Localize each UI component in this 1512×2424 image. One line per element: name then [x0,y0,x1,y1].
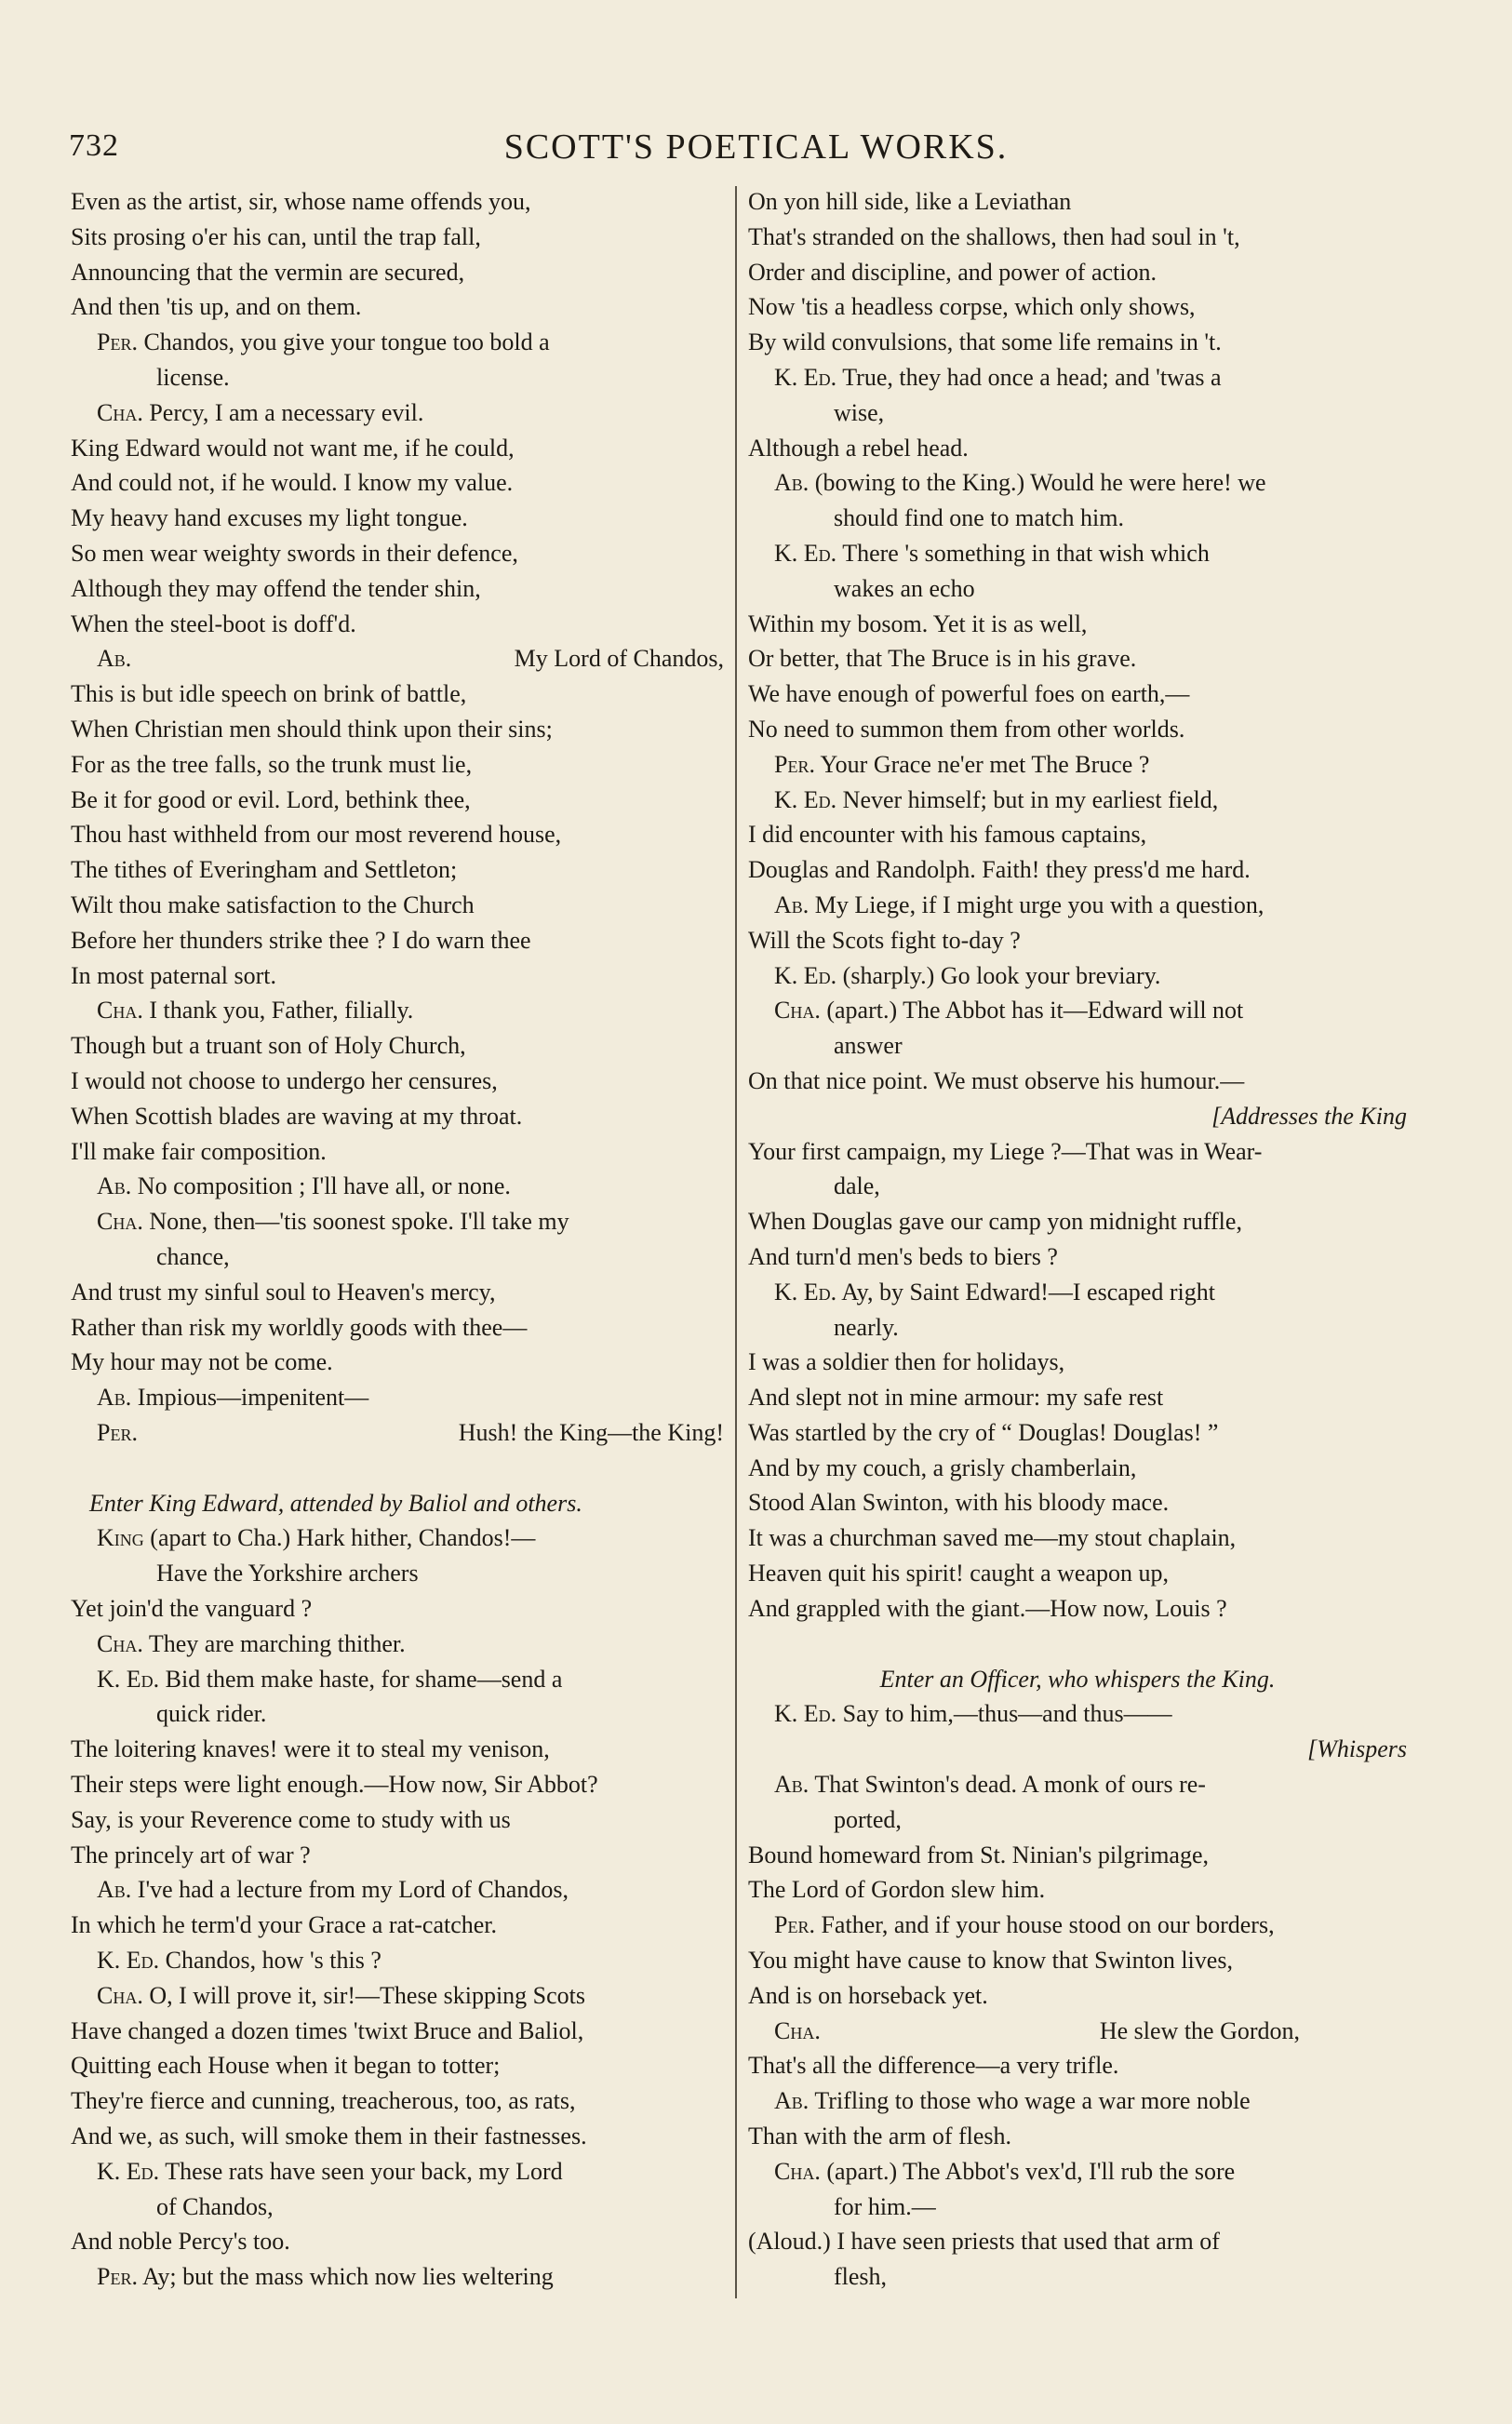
verse-line [748,2224,1407,2259]
verse-line [71,1802,724,1838]
line-text: Quitting each House when it began to totter; [71,2052,501,2080]
line-text: The loitering knaves! were it to steal my venison, [71,1735,550,1763]
verse-line [71,1169,724,1204]
line-text: of Chandos, [156,2192,274,2220]
verse-line [71,993,724,1028]
verse-line [748,1028,1407,1064]
line-text: (apart to Cha.) Hark hither, Chandos!— [143,1524,536,1552]
verse-line [748,712,1407,747]
verse-line [748,360,1407,395]
line-text: And grappled with the giant.—How now, Louis ? [748,1594,1227,1622]
verse-line [748,747,1407,783]
speaker-name: Per. [97,2263,138,2291]
line-text: answer [834,1032,903,1060]
line-text: O, I will prove it, sir!—These skipping Scots [142,1981,586,2009]
stanza-gap [748,1627,1407,1662]
speaker-name: Ab. [97,645,132,673]
line-text: Order and discipline, and power of action. [748,258,1157,286]
verse-line [748,2154,1407,2190]
verse-line [748,1380,1407,1415]
verse-line [748,2014,1407,2049]
line-text: Stood Alan Swinton, with his bloody mace. [748,1489,1170,1517]
speaker-name: K. Ed. [774,1700,837,1728]
line-text: Father, and if your house stood on our borders, [814,1911,1275,1939]
line-text: The tithes of Everingham and Settleton; [71,856,458,884]
speaker-name: Cha. [97,997,143,1025]
line-text: For as the tree falls, so the trunk must lie, [71,750,473,778]
verse-line [71,1028,724,1064]
line-text: And we, as such, will smoke them in their fastnesses. [71,2123,587,2150]
verse-line [71,923,724,958]
speaker-name: K. Ed. [774,785,837,813]
line-text: for him.— [834,2192,936,2220]
line-text: It was a churchman saved me—my stout chaplain, [748,1524,1237,1552]
verse-line [71,607,724,642]
speaker-name: Ab. [774,891,810,918]
stage-direction: Enter King Edward, attended by Baliol and others. [89,1489,582,1517]
verse-line [748,923,1407,958]
line-text: Be it for good or evil. Lord, bethink thee, [71,785,471,813]
verse-line [71,1310,724,1346]
running-title: SCOTT'S POETICAL WORKS. [503,127,1009,167]
verse-line [748,1696,1407,1732]
verse-line [748,1767,1407,1802]
line-text: Thou hast withheld from our most reverend house, [71,821,562,849]
line-text: Impious—impenitent— [131,1384,369,1412]
verse-line [71,1696,724,1732]
verse-line [748,1204,1407,1239]
speaker-name: K. Ed. [97,1947,160,1975]
line-text: dale, [834,1172,880,1200]
line-text: (Aloud.) I have seen priests that used that arm of [748,2228,1220,2256]
verse-line [748,2190,1407,2225]
line-text: I'll make fair composition. [71,1137,327,1165]
line-text: Say, is your Reverence come to study with us [71,1805,511,1833]
verse-line [748,676,1407,712]
line-text: That's all the difference—a very trifle. [748,2052,1119,2080]
line-text: Bid them make haste, for shame—send a [159,1665,563,1693]
line-text: Now 'tis a headless corpse, which only shows, [748,293,1196,321]
verse-line [748,1520,1407,1556]
speaker-name: Cha. [97,398,143,426]
speaker-name: K. Ed. [97,1665,160,1693]
verse-line [748,536,1407,571]
line-text: By wild convulsions, that some life remains in 't. [748,328,1222,356]
verse-line [71,2048,724,2083]
line-text: They're fierce and cunning, treacherous, too, as rats, [71,2087,576,2115]
verse-line [748,325,1407,360]
line-text: And then 'tis up, and on them. [71,293,362,321]
line-text: Or better, that The Bruce is in his grave. [748,645,1137,673]
line-text: Have changed a dozen times 'twixt Bruce and Baliol, [71,2016,584,2044]
verse-line [71,1732,724,1767]
verse-line [748,1908,1407,1943]
line-text: Chandos, you give your tongue too bold a [137,328,550,356]
verse-line [71,2119,724,2154]
line-text: I would not choose to undergo her censures, [71,1066,498,1094]
verse-line [71,465,724,501]
speaker-name: Ab. [97,1384,132,1412]
verse-line [71,289,724,325]
speaker-name: Ab. [97,1876,132,1904]
speaker-name: Ab. [97,1172,132,1200]
speaker-name: Per. [97,1418,138,1446]
speaker-name: Per. [97,328,138,356]
verse-line [71,783,724,818]
line-text: This is but idle speech on brink of battle, [71,680,467,708]
line-text: They are marching thither. [142,1629,406,1657]
line-text: Although they may offend the tender shin, [71,574,481,602]
verse-line [71,676,724,712]
verse-line [748,220,1407,255]
verse-line [71,1345,724,1380]
verse-line [71,360,724,395]
verse-line [748,255,1407,290]
line-text: My hour may not be come. [71,1348,333,1376]
verse-line [748,1838,1407,1873]
verse-line [71,712,724,747]
line-text: license. [156,363,230,391]
verse-line [748,1732,1407,1767]
line-text: Have the Yorkshire archers [156,1560,419,1587]
speaker-name: K. Ed. [774,1278,837,1306]
line-text: Ay, by Saint Edward!—I escaped right [836,1278,1215,1306]
line-text: He slew the Gordon, [1099,2016,1301,2044]
line-text: Within my bosom. Yet it is as well, [748,609,1088,637]
verse-line [748,783,1407,818]
verse-line [748,431,1407,466]
line-text: Percy, I am a necessary evil. [142,398,424,426]
verse-line [71,2259,724,2295]
line-text: My Liege, if I might urge you with a question, [809,891,1264,918]
speaker-name: Cha. [97,1981,143,2009]
speaker-name: Cha. [774,2157,821,2185]
verse-line [748,1485,1407,1520]
verse-line [71,1838,724,1873]
left-column [71,184,724,2295]
verse-line [748,1310,1407,1346]
verse-line [71,536,724,571]
line-text: Their steps were light enough.—How now, Sir Abbot? [71,1771,598,1799]
line-text: Trifling to those who wage a war more noble [809,2087,1251,2115]
line-text: Chandos, how 's this ? [159,1947,381,1975]
verse-line [71,1591,724,1627]
verse-line [71,747,724,783]
line-text: I've had a lecture from my Lord of Chandos, [131,1876,569,1904]
line-text: When Scottish blades are waving at my throat. [71,1102,523,1130]
verse-line [71,1239,724,1275]
line-text: Your Grace ne'er met The Bruce ? [814,750,1150,778]
line-text: The Lord of Gordon slew him. [748,1876,1046,1904]
line-text: Your first campaign, my Liege ?—That was in Wear- [748,1137,1263,1165]
line-text: Say to him,—thus—and thus—— [836,1700,1172,1728]
verse-line [71,2083,724,2119]
verse-line [748,1275,1407,1310]
line-text: No need to summon them from other worlds. [748,715,1185,743]
speaker-name: K. Ed. [774,539,837,567]
speaker-name: Per. [774,1911,815,1939]
verse-line [748,1591,1407,1627]
verse-line [748,1556,1407,1591]
line-text: We have enough of powerful foes on earth,— [748,680,1190,708]
verse-line [71,1908,724,1943]
line-text: should find one to match him. [834,504,1124,532]
verse-line [71,817,724,852]
verse-line [71,1627,724,1662]
verse-line [71,501,724,536]
line-text: flesh, [834,2263,888,2291]
verse-line [748,852,1407,888]
verse-line [71,184,724,220]
verse-line [71,431,724,466]
verse-line [71,888,724,923]
line-text: And turn'd men's beds to biers ? [748,1242,1058,1270]
line-text: And is on horseback yet. [748,1981,988,2009]
line-text: Never himself; but in my earliest field, [836,785,1219,813]
line-text: I thank you, Father, filially. [142,997,414,1025]
speaker-name: Ab. [774,1771,810,1799]
verse-line [71,2154,724,2190]
line-text: In most paternal sort. [71,961,276,989]
verse-line [748,1872,1407,1908]
line-text: wakes an echo [834,574,975,602]
verse-line [71,958,724,994]
line-text: (sharply.) Go look your breviary. [836,961,1161,989]
verse-line [748,958,1407,994]
line-text: King Edward would not want me, if he could, [71,434,515,462]
page-number: 732 [69,128,119,163]
line-text: And slept not in mine armour: my safe rest [748,1384,1164,1412]
line-text: Was startled by the cry of “ Douglas! Douglas! ” [748,1418,1219,1446]
verse-line [71,1204,724,1239]
verse-line [71,852,724,888]
verse-line [71,220,724,255]
verse-line [748,1451,1407,1486]
line-text: Before her thunders strike thee ? I do warn thee [71,926,531,954]
speaker-name: Cha. [774,2016,821,2044]
verse-line [748,2048,1407,2083]
verse-line [71,1415,724,1451]
line-text: Bound homeward from St. Ninian's pilgrimage, [748,1841,1210,1868]
line-text: In which he term'd your Grace a rat-catcher. [71,1911,498,1939]
line-text: My Lord of Chandos, [514,645,724,673]
verse-line [71,1275,724,1310]
verse-line [71,1064,724,1099]
verse-line [71,1978,724,2014]
verse-line [748,1064,1407,1099]
line-text: Even as the artist, sir, whose name offends you, [71,188,531,215]
line-text: You might have cause to know that Swinton lives, [748,1947,1233,1975]
line-text: True, they had once a head; and 'twas a [836,363,1222,391]
verse-line [748,1345,1407,1380]
speaker-name: K. Ed. [97,2157,160,2185]
speaker-name: Per. [774,750,815,778]
verse-line [748,465,1407,501]
verse-line [748,289,1407,325]
verse-line [71,2190,724,2225]
verse-line [71,1380,724,1415]
line-text: On that nice point. We must observe his humour.— [748,1066,1245,1094]
verse-line [71,1872,724,1908]
verse-line [748,184,1407,220]
verse-line [748,888,1407,923]
verse-line [71,255,724,290]
speaker-name: K. Ed. [774,961,837,989]
verse-line [71,395,724,431]
verse-line [71,571,724,607]
line-text: That's stranded on the shallows, then had soul in 't, [748,222,1240,250]
line-text: Than with the arm of flesh. [748,2123,1012,2150]
line-text: The princely art of war ? [71,1841,311,1868]
line-text: Announcing that the vermin are secured, [71,258,465,286]
line-text: ported, [834,1805,902,1833]
verse-line [71,641,724,676]
line-text: None, then—'tis soonest spoke. I'll take my [142,1208,569,1236]
verse-line [748,1943,1407,1978]
line-text: On yon hill side, like a Leviathan [748,188,1072,215]
line-text: When Douglas gave our camp yon midnight ruffle, [748,1208,1242,1236]
line-text: (bowing to the King.) Would he were here! we [809,469,1266,497]
verse-line [748,2259,1407,2295]
line-text: So men wear weighty swords in their defence, [71,539,518,567]
line-text: And could not, if he would. I know my value. [71,469,514,497]
line-text: Although a rebel head. [748,434,969,462]
verse-line [748,1134,1407,1170]
speaker-name: Ab. [774,2087,810,2115]
stage-direction: Enter an Officer, who whispers the King. [879,1665,1276,1693]
line-text: Ay; but the mass which now lies weltering [137,2263,554,2291]
line-text: quick rider. [156,1700,267,1728]
verse-line [71,1556,724,1591]
line-text: I did encounter with his famous captains, [748,821,1147,849]
line-text: When the steel-boot is doff'd. [71,609,356,637]
verse-line [748,2083,1407,2119]
line-text: And noble Percy's too. [71,2228,290,2256]
line-text: There 's something in that wish which [836,539,1210,567]
line-text: My heavy hand excuses my light tongue. [71,504,468,532]
speaker-name: Cha. [97,1208,143,1236]
verse-line [748,1239,1407,1275]
verse-line [748,501,1407,536]
line-text: I was a soldier then for holidays, [748,1348,1065,1376]
line-text: That Swinton's dead. A monk of ours re- [809,1771,1206,1799]
verse-line [748,1415,1407,1451]
line-text: [Whispers [1307,1735,1407,1763]
line-text: And by my couch, a grisly chamberlain, [748,1453,1137,1481]
line-text: These rats have seen your back, my Lord [159,2157,563,2185]
verse-line [71,1662,724,1697]
verse-line [748,641,1407,676]
speaker-name: K. Ed. [774,363,837,391]
line-text: nearly. [834,1313,899,1341]
column-divider [735,186,737,2298]
verse-line [71,1943,724,1978]
line-text: And trust my sinful soul to Heaven's mercy, [71,1278,496,1306]
speaker-name: King [97,1524,144,1552]
line-text: Heaven quit his spirit! caught a weapon up, [748,1560,1169,1587]
verse-line [748,817,1407,852]
verse-line [71,1134,724,1170]
line-text: Douglas and Randolph. Faith! they press'd me hard. [748,856,1251,884]
stanza-gap [71,1451,724,1486]
verse-line [748,607,1407,642]
verse-line [748,571,1407,607]
verse-line [748,1099,1407,1134]
line-text: Will the Scots fight to-day ? [748,926,1021,954]
line-text: Wilt thou make satisfaction to the Church [71,891,475,918]
verse-line [748,993,1407,1028]
line-text: [Addresses the King [1211,1102,1407,1130]
verse-line [71,1520,724,1556]
speaker-name: Cha. [774,997,821,1025]
verse-line [748,1802,1407,1838]
right-column [748,184,1407,2295]
speaker-name: Ab. [774,469,810,497]
verse-line [71,2224,724,2259]
verse-line [748,1169,1407,1204]
line-text: When Christian men should think upon their sins; [71,715,553,743]
verse-line [748,1978,1407,2014]
line-text: Sits prosing o'er his can, until the trap fall, [71,222,481,250]
line-text: (apart.) The Abbot has it—Edward will not [820,997,1244,1025]
verse-line [71,1767,724,1802]
speaker-name: Cha. [97,1629,143,1657]
line-text: (apart.) The Abbot's vex'd, I'll rub the sore [820,2157,1236,2185]
line-text: No composition ; I'll have all, or none. [131,1172,511,1200]
line-text: chance, [156,1242,230,1270]
line-text: wise, [834,398,885,426]
verse-line [71,1099,724,1134]
line-text: Rather than risk my worldly goods with thee— [71,1313,528,1341]
verse-line [71,325,724,360]
verse-line [748,2119,1407,2154]
verse-line [71,2014,724,2049]
line-text: Though but a truant son of Holy Church, [71,1032,466,1060]
line-text: Yet join'd the vanguard ? [71,1595,313,1623]
line-text: Hush! the King—the King! [458,1418,724,1446]
verse-line [748,395,1407,431]
